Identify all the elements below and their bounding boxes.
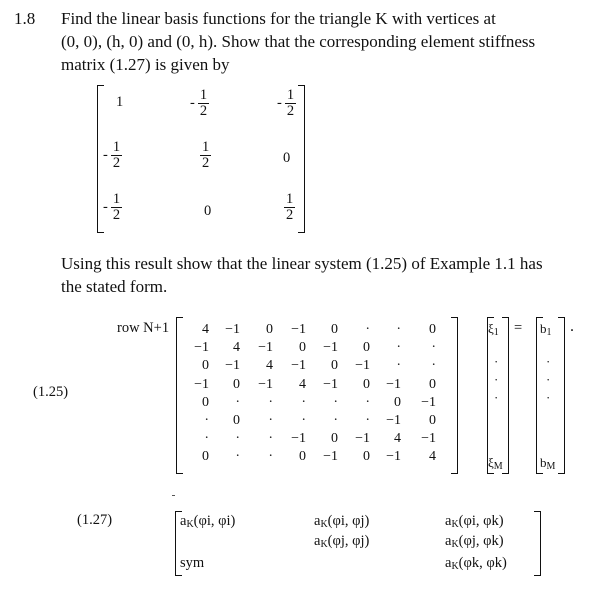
entry-a-kk: $a_K(\varphi k$, φk) [445,555,507,572]
matrix-cell: · [365,394,370,410]
b-right-bracket [558,317,565,474]
matrix-cell: 0 [429,322,436,337]
matrix-cell: 0 [363,376,370,392]
matrix-cell: 0 [331,358,338,374]
matrix-cell: · [301,394,306,410]
exercise-text-line2: (0, 0), (h, 0) and (0, h). Show that the corresponding element stiffness [61,32,536,51]
right-bracket [298,85,305,233]
matrix-cell: 0 [202,358,209,374]
matrix-cell: · [268,413,273,428]
matrix-cell: −1 [291,322,306,337]
matrix-cell: 0 [429,413,436,428]
matrix-cell: 0 [331,431,338,447]
entry-a-jk: $a_K(\varphi j$, φk) [445,533,504,550]
matrix-cell: · [396,322,401,337]
matrix-cell: 4 [429,449,436,465]
xi-dot: · [494,390,499,405]
exercise-text-line3: matrix (1.27) is given by [61,55,230,74]
matrix-cell: −1 [194,340,209,356]
matrix-entry: 1 [116,94,124,110]
matrix-cell: · [396,340,401,356]
followup-text-line1: Using this result show that the linear system (1.25) of Example 1.1 has [61,254,543,273]
matrix-cell: 0 [202,449,209,465]
matrix-entry: 1 2 [202,139,210,171]
matrix-cell: · [204,413,209,428]
matrix-entry: - 1 2 [103,139,121,171]
matrix-cell: 0 [363,449,370,465]
matrix-cell: −1 [386,413,401,428]
entry-a-jj: $a_K(\varphi j$, φj) [314,533,370,550]
matrix-cell: −1 [355,358,370,374]
matrix-cell: −1 [386,376,401,392]
stray-mark [172,495,175,496]
entry-a-ii: $a_K(\varphi i$, φi) [180,513,236,530]
matrix-cell: −1 [421,394,436,410]
b-dot: · [546,372,551,387]
matrix-cell: 0 [299,340,306,356]
matrix-cell: 0 [233,413,240,428]
matrix-cell: · [301,413,306,428]
matrix-cell: · [431,358,436,374]
matrix-cell: 0 [429,376,436,392]
matrix-entry: - 1 2 [190,87,208,119]
matrix-cell: 0 [363,340,370,356]
matrix-cell: −1 [421,431,436,447]
matrix-cell: · [235,449,240,465]
equation-label-1-25: (1.25) [33,384,69,400]
matrix-cell: 0 [266,322,273,337]
xi-M: $\xi_M$ [488,455,503,472]
matrix-cell: · [268,431,273,447]
matrix-cell: −1 [323,340,338,356]
equals-sign: = [514,320,523,336]
equation-label-1-27: (1.27) [77,512,113,528]
matrix-cell: 4 [394,431,401,447]
matrix-entry: - 1 2 [277,87,295,119]
matrix-cell: −1 [258,340,273,356]
entry-a-ik: $a_K(\varphi i$, φk) [445,513,504,530]
matrix-cell: · [431,340,436,356]
xi-1: $\xi_1$ [488,321,499,338]
matrix-cell: · [268,449,273,465]
matrix-entry: 1 2 [286,191,294,223]
matrix-entry: 0 [283,150,291,166]
matrix-cell: 0 [331,322,338,337]
matrix-cell: −1 [323,449,338,465]
matrix-cell: 0 [299,449,306,465]
matrix-cell: −1 [225,358,240,374]
b-M: $b_M$ [540,455,556,472]
matrix-cell: 4 [202,322,209,337]
b-dot: · [546,354,551,369]
b-1: $b_1$ [540,321,552,338]
xi-right-bracket [502,317,509,474]
matrix-cell: −1 [386,449,401,465]
matrix-cell: · [333,394,338,410]
matrix-cell: 4 [299,376,306,392]
matrix-cell: · [235,394,240,410]
matrix-cell: · [204,431,209,447]
matrix-cell: −1 [258,376,273,392]
matrix-cell: −1 [323,376,338,392]
system-right-bracket [451,317,458,474]
elem-right-bracket [534,511,541,576]
xi-dot: · [494,372,499,387]
entry-a-ij: $a_K(\varphi i$, φj) [314,513,370,530]
matrix-cell: 4 [266,358,273,374]
matrix-cell: −1 [194,376,209,392]
b-dot: · [546,390,551,405]
system-left-bracket [176,317,183,474]
matrix-cell: 0 [394,394,401,410]
matrix-cell: · [268,394,273,410]
period: . [570,318,574,335]
exercise-number: 1.8 [14,9,36,28]
matrix-cell: −1 [291,431,306,447]
coefficient-matrix [183,321,450,471]
followup-text-line2: the stated form. [61,277,168,296]
matrix-cell: · [396,358,401,374]
matrix-entry: - 1 2 [103,191,121,223]
matrix-cell: 4 [233,340,240,356]
exercise-text-line1: Find the linear basis functions for the triangle K with vertices at [61,9,496,28]
matrix-entry: 0 [204,203,212,219]
matrix-cell: · [365,322,370,337]
matrix-cell: · [235,431,240,447]
matrix-cell: −1 [225,322,240,337]
row-label: row N+1 [117,320,170,336]
matrix-cell: 0 [202,394,209,410]
xi-dot: · [494,354,499,369]
matrix-cell: 0 [233,376,240,392]
sym-label: sym [180,555,205,571]
matrix-cell: −1 [355,431,370,447]
matrix-cell: · [365,413,370,428]
matrix-cell: −1 [291,358,306,374]
matrix-cell: · [333,413,338,428]
